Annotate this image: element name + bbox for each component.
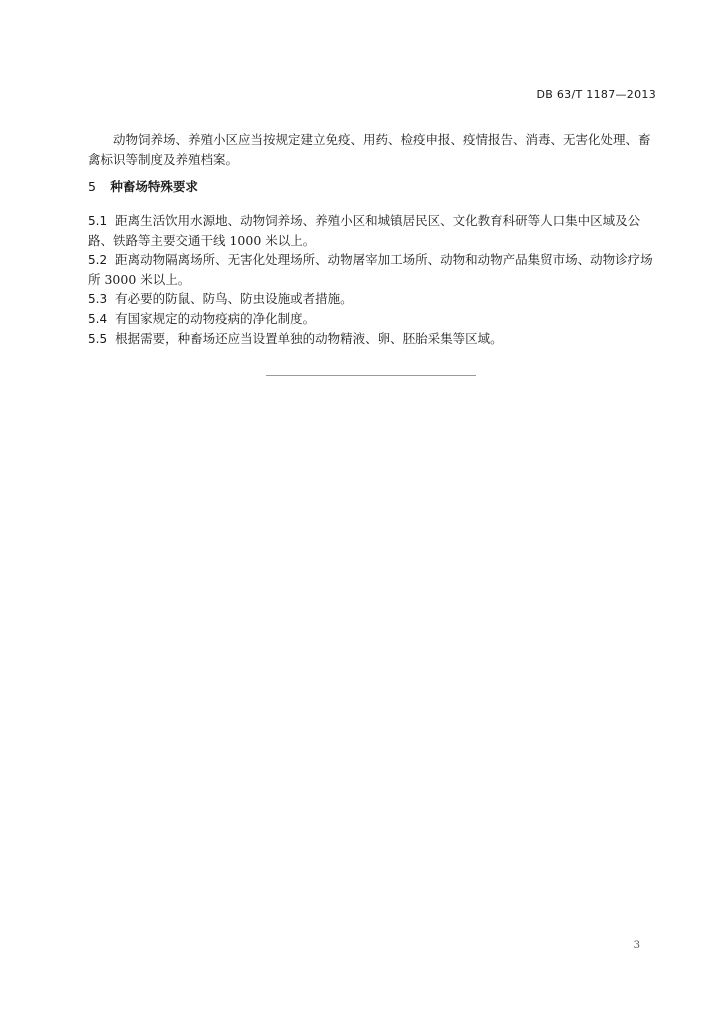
clause-text: 根据需要，种畜场还应当设置单独的动物精液、卵、胚胎采集等区域。 <box>115 331 503 346</box>
clause-item <box>88 211 656 250</box>
clause-text: 有必要的防鼠、防鸟、防虫设施或者措施。 <box>115 291 353 306</box>
clause-number: 5.2 <box>88 253 108 267</box>
clause-text: 距离生活饮用水源地、动物饲养场、养殖小区和城镇居民区、文化教育科研等人口集中区域及公路、铁路等主要交通干线 1000 米以上。 <box>88 213 641 248</box>
clause-item <box>88 309 656 329</box>
clause-item <box>88 329 656 349</box>
end-divider <box>266 375 476 376</box>
clause-item <box>88 250 656 289</box>
clause-text: 距离动物隔离场所、无害化处理场所、动物屠宰加工场所、动物和动物产品集贸市场、动物诊疗场所 3000 米以上。 <box>88 252 653 287</box>
clause-list <box>88 211 656 349</box>
standard-code: DB 63/T 1187—2013 <box>536 88 656 101</box>
clause-item <box>88 289 656 309</box>
page-number: 3 <box>633 940 640 951</box>
clause-number: 5.4 <box>88 312 108 326</box>
clause-number: 5.5 <box>88 332 108 346</box>
section-heading <box>88 177 198 195</box>
section-title: 种畜场特殊要求 <box>110 179 198 194</box>
intro-paragraph: 动物饲养场、养殖小区应当按规定建立免疫、用药、检疫申报、疫情报告、消毒、无害化处理、畜禽标识等制度及养殖档案。 <box>88 131 651 167</box>
clause-number: 5.1 <box>88 214 108 228</box>
clause-text: 有国家规定的动物疫病的净化制度。 <box>115 311 316 326</box>
section-number: 5 <box>88 179 96 194</box>
clause-number: 5.3 <box>88 292 108 306</box>
